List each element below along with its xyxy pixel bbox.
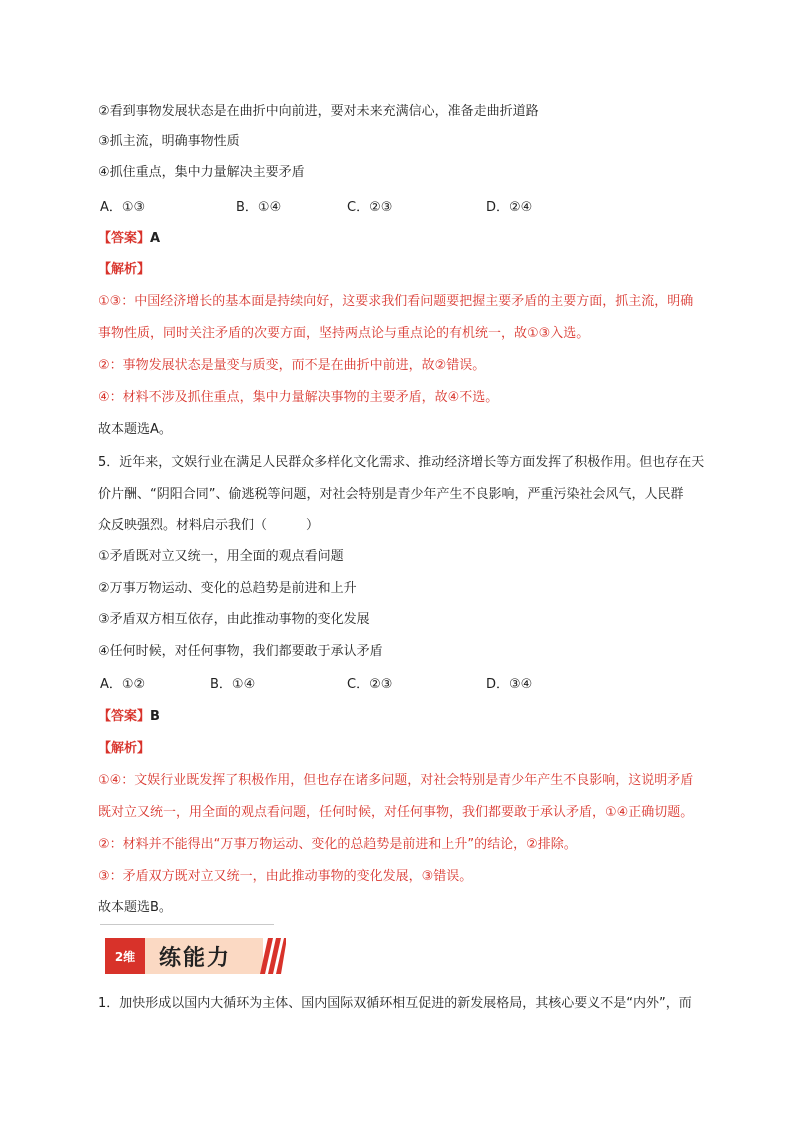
q4-choice-c: C．②③ <box>347 200 393 215</box>
q4-analysis-line-1: ①③：中国经济增长的基本面是持续向好，这要求我们看问题要把握主要矛盾的主要方面，抓主流，明确 <box>98 294 694 309</box>
next-question-stem: 1．加快形成以国内大循环为主体、国内国际双循环相互促进的新发展格局，其核心要义不是“内外”，而 <box>98 996 692 1011</box>
q5-stem-line-3: 众反映强烈。材料启示我们（ ） <box>98 518 320 533</box>
answer-label: 【答案】 <box>98 709 151 724</box>
q5-item-3: ③矛盾双方相互依存，由此推动事物的变化发展 <box>98 612 370 627</box>
answer-value: B <box>150 709 160 724</box>
q4-choice-d: D．②④ <box>486 200 533 215</box>
analysis-label: 【解析】 <box>98 262 151 277</box>
q5-item-1: ①矛盾既对立又统一，用全面的观点看问题 <box>98 549 344 564</box>
q5-analysis-line-3: ②：材料并不能得出“万事万物运动、变化的总趋势是前进和上升”的结论，②排除。 <box>98 837 577 852</box>
q5-stem-line-2: 价片酬、“阴阳合同”、偷逃税等问题，对社会特别是青少年产生不良影响，严重污染社会风气，人民群 <box>98 487 684 502</box>
q5-conclusion: 故本题选B。 <box>98 900 172 915</box>
q5-item-2: ②万事万物运动、变化的总趋势是前进和上升 <box>98 581 357 596</box>
q4-option-item-2: ②看到事物发展状态是在曲折中向前进，要对未来充满信心，准备走曲折道路 <box>98 104 539 119</box>
q5-choice-b: B．①④ <box>210 677 256 692</box>
q4-answer <box>98 230 718 248</box>
q5-analysis-line-1: ①④：文娱行业既发挥了积极作用，但也存在诸多问题，对社会特别是青少年产生不良影响，这说明矛盾 <box>98 773 694 788</box>
q5-choice-d: D．③④ <box>486 677 533 692</box>
q5-choice-c: C．②③ <box>347 677 393 692</box>
q4-analysis-line-3: ②：事物发展状态是量变与质变，而不是在曲折中前进，故②错误。 <box>98 358 486 373</box>
q4-analysis-line-2: 事物性质，同时关注矛盾的次要方面，坚持两点论与重点论的有机统一，故①③入选。 <box>98 326 590 341</box>
q4-analysis-line-4: ④：材料不涉及抓住重点，集中力量解决事物的主要矛盾，故④不选。 <box>98 390 499 405</box>
q4-conclusion: 故本题选A。 <box>98 422 172 437</box>
q5-analysis-heading <box>98 740 718 758</box>
q5-answer <box>98 708 718 726</box>
section-title: 练能力 <box>145 938 263 974</box>
q5-analysis-line-2: 既对立又统一，用全面的观点看问题，任何时候，对任何事物，我们都要敢于承认矛盾，①④正确切题。 <box>98 805 694 820</box>
q4-choice-a: A．①③ <box>100 200 146 215</box>
q4-option-item-4: ④抓住重点，集中力量解决主要矛盾 <box>98 165 305 180</box>
q4-choice-b: B．①④ <box>236 200 282 215</box>
q4-option-item-3: ③抓主流，明确事物性质 <box>98 134 240 149</box>
answer-value: A <box>150 231 161 246</box>
section-badge: 2维 <box>105 938 145 974</box>
q5-analysis-line-4: ③：矛盾双方既对立又统一，由此推动事物的变化发展，③错误。 <box>98 869 473 884</box>
q5-choice-a: A．①② <box>100 677 146 692</box>
analysis-label: 【解析】 <box>98 741 151 756</box>
q5-stem-line-1: 5．近年来，文娱行业在满足人民群众多样化文化需求、推动经济增长等方面发挥了积极作用。但也存在天 <box>98 455 705 470</box>
section-divider <box>100 924 274 925</box>
answer-label: 【答案】 <box>98 231 151 246</box>
stripes-decoration-icon <box>260 938 286 974</box>
q5-item-4: ④任何时候，对任何事物，我们都要敢于承认矛盾 <box>98 644 383 659</box>
q4-analysis-heading <box>98 261 718 279</box>
